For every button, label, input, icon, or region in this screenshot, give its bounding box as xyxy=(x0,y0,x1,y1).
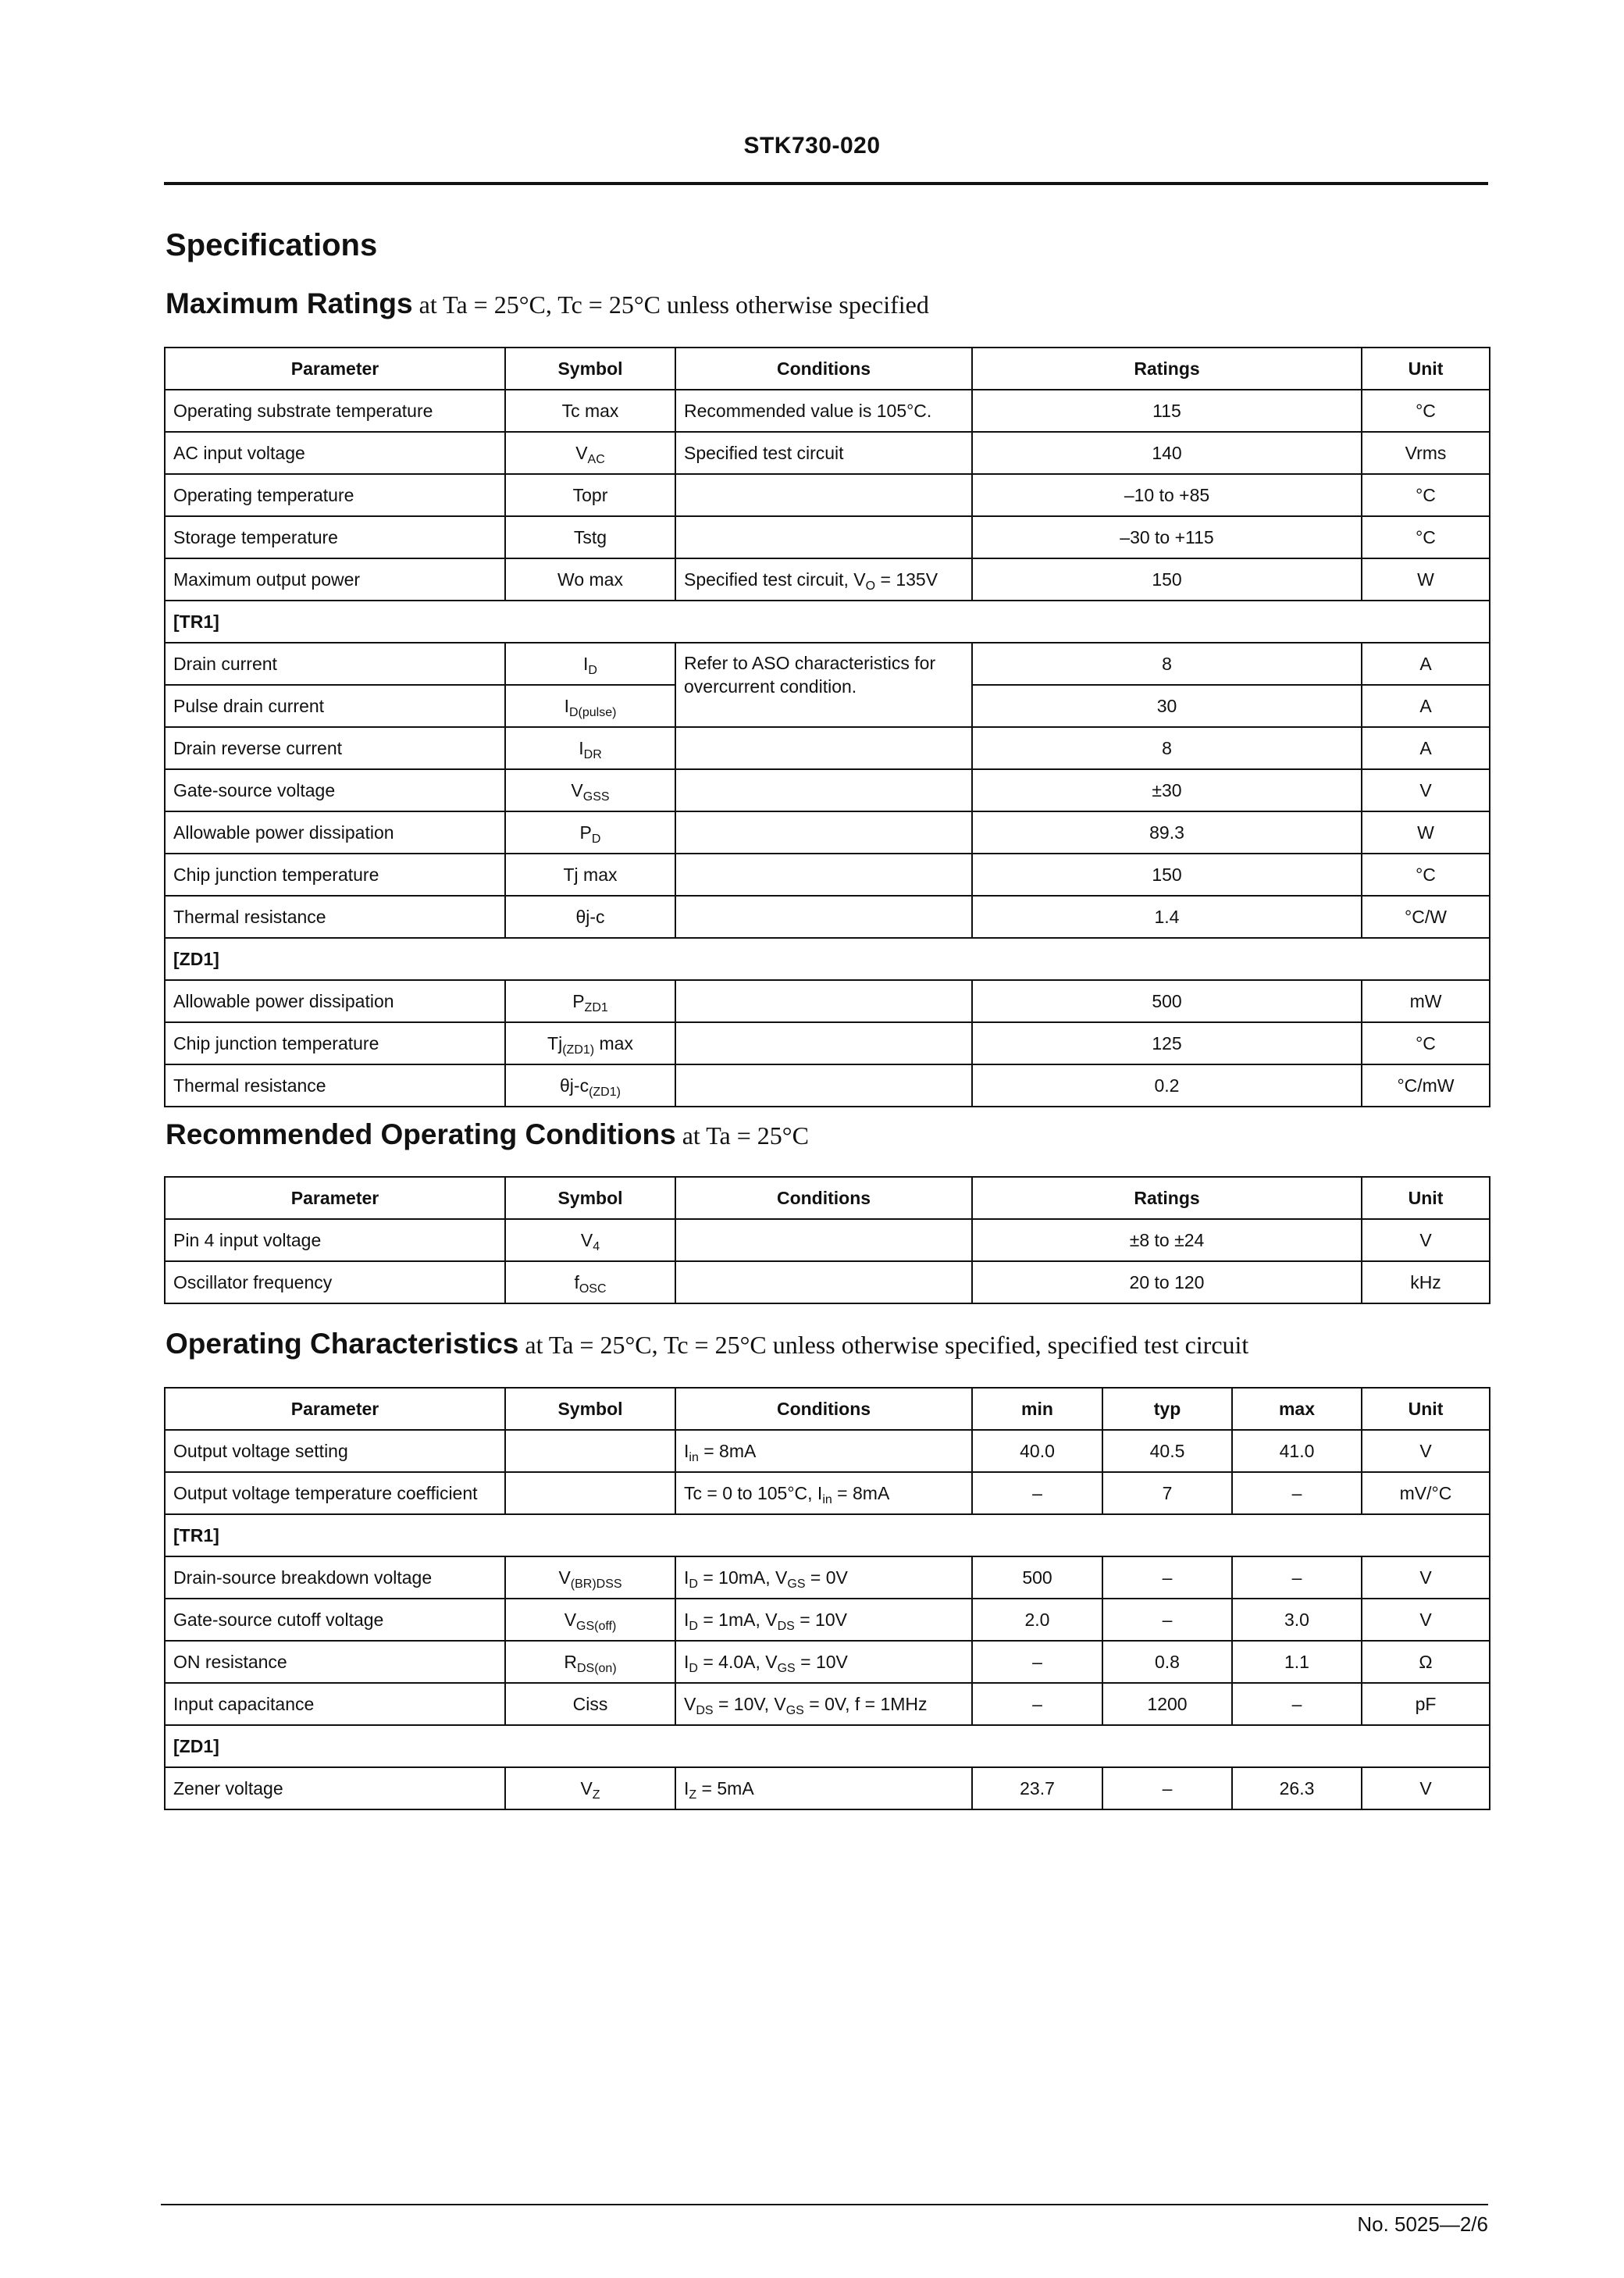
operating-heading xyxy=(166,1328,1248,1360)
rating-cell: 0.2 xyxy=(972,1064,1362,1107)
conditions-text: = 0V xyxy=(805,1567,848,1588)
symbol-text: V xyxy=(575,442,588,463)
symbol-text: V xyxy=(558,1567,571,1588)
conditions-cell xyxy=(675,1219,972,1261)
max-ratings-heading xyxy=(166,287,929,320)
unit-cell: °C/W xyxy=(1362,896,1490,938)
unit-cell: W xyxy=(1362,558,1490,601)
conditions-text: I xyxy=(684,1609,689,1630)
parameter-cell: Chip junction temperature xyxy=(165,1022,505,1064)
symbol-cell xyxy=(505,727,675,769)
operating-heading-bold: Operating Characteristics xyxy=(166,1328,519,1360)
conditions-subscript: GS xyxy=(785,1703,804,1717)
symbol-text: I xyxy=(583,653,589,674)
symbol-cell xyxy=(505,1261,675,1303)
symbol-cell xyxy=(505,643,675,685)
symbol-subscript: DR xyxy=(583,747,602,761)
symbol-cell xyxy=(505,474,675,516)
max-ratings-heading-bold: Maximum Ratings xyxy=(166,287,413,319)
symbol-cell xyxy=(505,1219,675,1261)
symbol-text: Ciss xyxy=(572,1693,608,1714)
unit-cell: °C xyxy=(1362,854,1490,896)
parameter-cell: Drain-source breakdown voltage xyxy=(165,1556,505,1599)
conditions-text: = 4.0A, V xyxy=(697,1651,778,1672)
operating-heading-conditions: at Ta = 25°C, Tc = 25°C unless otherwise specified, specified test circuit xyxy=(518,1331,1249,1359)
conditions-subscript: D xyxy=(689,1577,698,1591)
parameter-cell: Pulse drain current xyxy=(165,685,505,727)
table-row xyxy=(165,896,1490,938)
conditions-subscript: GS xyxy=(777,1661,796,1675)
conditions-cell xyxy=(675,432,972,474)
parameter-cell: Allowable power dissipation xyxy=(165,980,505,1022)
parameter-cell: Drain reverse current xyxy=(165,727,505,769)
parameter-cell: Gate-source cutoff voltage xyxy=(165,1599,505,1641)
conditions-cell xyxy=(675,980,972,1022)
conditions-text: Recommended value is 105°C. xyxy=(684,400,932,421)
conditions-text: = 8mA xyxy=(698,1440,757,1461)
table-row xyxy=(165,727,1490,769)
col-symbol: Symbol xyxy=(505,348,675,390)
table-row xyxy=(165,643,1490,685)
symbol-subscript: (ZD1) xyxy=(589,1085,621,1099)
symbol-subscript: Z xyxy=(592,1788,600,1802)
typ-cell: 40.5 xyxy=(1102,1430,1232,1472)
conditions-text: = 10V, V xyxy=(713,1693,786,1714)
parameter-cell: Maximum output power xyxy=(165,558,505,601)
conditions-subscript: DS xyxy=(696,1703,714,1717)
conditions-cell xyxy=(675,1556,972,1599)
group-label-zd1: [ZD1] xyxy=(165,938,1490,980)
col-conditions: Conditions xyxy=(675,1177,972,1219)
conditions-cell xyxy=(675,1683,972,1725)
recommended-heading-conditions: at Ta = 25°C xyxy=(675,1121,809,1150)
conditions-text: = 8mA xyxy=(832,1482,890,1503)
symbol-subscript: GS(off) xyxy=(576,1619,617,1633)
unit-cell: A xyxy=(1362,643,1490,685)
symbol-cell xyxy=(505,1064,675,1107)
min-cell: – xyxy=(972,1683,1102,1725)
max-ratings-table xyxy=(164,347,1490,1107)
symbol-cell xyxy=(505,685,675,727)
conditions-cell xyxy=(675,1430,972,1472)
conditions-cell xyxy=(675,558,972,601)
operating-zd1-rows xyxy=(165,1767,1490,1809)
conditions-cell xyxy=(675,1022,972,1064)
parameter-cell: Oscillator frequency xyxy=(165,1261,505,1303)
conditions-text: = 10V xyxy=(795,1651,848,1672)
table-header-row xyxy=(165,1177,1490,1219)
conditions-cell xyxy=(675,1599,972,1641)
typ-cell: 7 xyxy=(1102,1472,1232,1514)
recommended-heading-bold: Recommended Operating Conditions xyxy=(166,1118,676,1150)
rating-cell: ±30 xyxy=(972,769,1362,811)
col-unit: Unit xyxy=(1362,1177,1490,1219)
max-ratings-main-rows xyxy=(165,390,1490,601)
symbol-subscript: 4 xyxy=(593,1239,600,1253)
symbol-text: Tc max xyxy=(561,400,619,421)
symbol-cell xyxy=(505,558,675,601)
document-title: STK730-020 xyxy=(743,133,881,159)
parameter-cell: Operating substrate temperature xyxy=(165,390,505,432)
symbol-text: V xyxy=(571,779,583,800)
symbol-text: Topr xyxy=(572,484,608,505)
unit-cell: V xyxy=(1362,1219,1490,1261)
unit-cell: kHz xyxy=(1362,1261,1490,1303)
symbol-text: Tstg xyxy=(573,526,607,547)
col-symbol: Symbol xyxy=(505,1177,675,1219)
conditions-text: Specified test circuit xyxy=(684,442,844,463)
symbol-text: θj-c xyxy=(575,906,605,927)
max-ratings-tr1-rows xyxy=(165,643,1490,938)
parameter-cell: Thermal resistance xyxy=(165,896,505,938)
rating-cell: 125 xyxy=(972,1022,1362,1064)
col-typ: typ xyxy=(1102,1388,1232,1430)
rating-cell: 8 xyxy=(972,727,1362,769)
parameter-cell: Chip junction temperature xyxy=(165,854,505,896)
symbol-subscript: AC xyxy=(587,452,605,466)
conditions-cell xyxy=(675,727,972,769)
conditions-text: Tc = 0 to 105°C, I xyxy=(684,1482,823,1503)
conditions-cell xyxy=(675,390,972,432)
symbol-text: V xyxy=(580,1777,593,1799)
unit-cell: pF xyxy=(1362,1683,1490,1725)
unit-cell: V xyxy=(1362,1767,1490,1809)
section-title: Specifications xyxy=(166,228,378,262)
unit-cell: °C xyxy=(1362,1022,1490,1064)
group-label-zd1: [ZD1] xyxy=(165,1725,1490,1767)
max-ratings-zd1-rows xyxy=(165,980,1490,1107)
col-conditions: Conditions xyxy=(675,348,972,390)
rating-cell: 30 xyxy=(972,685,1362,727)
unit-cell: °C xyxy=(1362,474,1490,516)
group-row-tr1 xyxy=(165,1514,1490,1556)
rating-cell: 500 xyxy=(972,980,1362,1022)
rating-cell: 1.4 xyxy=(972,896,1362,938)
parameter-cell: ON resistance xyxy=(165,1641,505,1683)
page-number: No. 5025—2/6 xyxy=(1357,2212,1488,2236)
group-label-tr1: [TR1] xyxy=(165,601,1490,643)
operating-main-rows xyxy=(165,1430,1490,1514)
symbol-suffix: max xyxy=(594,1032,633,1053)
parameter-cell: Output voltage temperature coefficient xyxy=(165,1472,505,1514)
typ-cell: 0.8 xyxy=(1102,1641,1232,1683)
conditions-subscript: O xyxy=(865,579,876,593)
parameter-cell: Thermal resistance xyxy=(165,1064,505,1107)
unit-cell: V xyxy=(1362,769,1490,811)
typ-cell: – xyxy=(1102,1767,1232,1809)
operating-tr1-rows xyxy=(165,1556,1490,1725)
conditions-text: I xyxy=(684,1440,689,1461)
conditions-cell xyxy=(675,896,972,938)
unit-cell: W xyxy=(1362,811,1490,854)
unit-cell: A xyxy=(1362,685,1490,727)
rating-cell: 20 to 120 xyxy=(972,1261,1362,1303)
symbol-cell xyxy=(505,1767,675,1809)
group-row-tr1 xyxy=(165,601,1490,643)
rating-cell: 115 xyxy=(972,390,1362,432)
table-row xyxy=(165,1767,1490,1809)
unit-cell: Ω xyxy=(1362,1641,1490,1683)
symbol-cell xyxy=(505,980,675,1022)
symbol-text: P xyxy=(572,990,585,1011)
table-row xyxy=(165,1683,1490,1725)
parameter-cell: Operating temperature xyxy=(165,474,505,516)
conditions-cell xyxy=(675,474,972,516)
min-cell: 500 xyxy=(972,1556,1102,1599)
table-row xyxy=(165,980,1490,1022)
min-cell: 2.0 xyxy=(972,1599,1102,1641)
symbol-cell xyxy=(505,1430,675,1472)
conditions-cell xyxy=(675,1767,972,1809)
operating-table xyxy=(164,1387,1490,1810)
parameter-cell: Allowable power dissipation xyxy=(165,811,505,854)
max-cell: – xyxy=(1232,1472,1362,1514)
max-cell: 41.0 xyxy=(1232,1430,1362,1472)
max-cell: 3.0 xyxy=(1232,1599,1362,1641)
conditions-text: = 1mA, V xyxy=(697,1609,778,1630)
max-cell: – xyxy=(1232,1556,1362,1599)
table-row xyxy=(165,1556,1490,1599)
symbol-text: Tj max xyxy=(563,864,618,885)
table-row xyxy=(165,1599,1490,1641)
conditions-text: I xyxy=(684,1777,689,1799)
table-row xyxy=(165,1219,1490,1261)
symbol-cell xyxy=(505,1472,675,1514)
symbol-cell xyxy=(505,516,675,558)
max-ratings-heading-conditions: at Ta = 25°C, Tc = 25°C unless otherwise specified xyxy=(412,291,929,319)
recommended-table xyxy=(164,1176,1490,1304)
symbol-subscript: (ZD1) xyxy=(562,1043,595,1057)
col-symbol: Symbol xyxy=(505,1388,675,1430)
parameter-cell: Pin 4 input voltage xyxy=(165,1219,505,1261)
recommended-rows xyxy=(165,1219,1490,1303)
group-row-zd1 xyxy=(165,1725,1490,1767)
col-min: min xyxy=(972,1388,1102,1430)
table-row xyxy=(165,390,1490,432)
conditions-subscript: D xyxy=(689,1661,698,1675)
symbol-cell xyxy=(505,1599,675,1641)
symbol-subscript: D xyxy=(591,832,601,846)
unit-cell: °C xyxy=(1362,390,1490,432)
parameter-cell: Input capacitance xyxy=(165,1683,505,1725)
table-header-row xyxy=(165,1388,1490,1430)
symbol-text: I xyxy=(579,737,584,758)
col-parameter: Parameter xyxy=(165,1177,505,1219)
symbol-subscript: ZD1 xyxy=(584,1000,608,1014)
symbol-text: V xyxy=(580,1229,593,1250)
table-row xyxy=(165,854,1490,896)
symbol-text: f xyxy=(574,1271,579,1292)
unit-cell: °C/mW xyxy=(1362,1064,1490,1107)
table-row xyxy=(165,811,1490,854)
conditions-cell: Refer to ASO characteristics for overcurrent condition. xyxy=(675,643,972,727)
symbol-text: θj-c xyxy=(560,1075,589,1096)
parameter-cell: Storage temperature xyxy=(165,516,505,558)
parameter-cell: Output voltage setting xyxy=(165,1430,505,1472)
col-parameter: Parameter xyxy=(165,348,505,390)
rating-cell: –30 to +115 xyxy=(972,516,1362,558)
conditions-text: = 10V xyxy=(794,1609,847,1630)
conditions-subscript: Z xyxy=(689,1788,697,1802)
symbol-cell xyxy=(505,390,675,432)
unit-cell: A xyxy=(1362,727,1490,769)
symbol-cell xyxy=(505,811,675,854)
symbol-cell xyxy=(505,1556,675,1599)
conditions-subscript: D xyxy=(689,1619,698,1633)
rating-cell: ±8 to ±24 xyxy=(972,1219,1362,1261)
max-cell: 26.3 xyxy=(1232,1767,1362,1809)
symbol-cell xyxy=(505,854,675,896)
recommended-heading xyxy=(166,1118,809,1151)
rating-cell: 150 xyxy=(972,854,1362,896)
symbol-cell xyxy=(505,1641,675,1683)
col-parameter: Parameter xyxy=(165,1388,505,1430)
typ-cell: – xyxy=(1102,1599,1232,1641)
symbol-text: Wo max xyxy=(557,569,623,590)
min-cell: 40.0 xyxy=(972,1430,1102,1472)
symbol-subscript: D(pulse) xyxy=(568,705,617,719)
conditions-subscript: DS xyxy=(777,1619,795,1633)
conditions-cell xyxy=(675,769,972,811)
table-row xyxy=(165,1641,1490,1683)
conditions-cell xyxy=(675,1261,972,1303)
max-cell: – xyxy=(1232,1683,1362,1725)
table-row xyxy=(165,769,1490,811)
conditions-cell xyxy=(675,1641,972,1683)
symbol-subscript: GSS xyxy=(582,790,610,804)
min-cell: – xyxy=(972,1472,1102,1514)
symbol-subscript: OSC xyxy=(579,1282,607,1296)
conditions-cell xyxy=(675,1064,972,1107)
min-cell: – xyxy=(972,1641,1102,1683)
symbol-cell xyxy=(505,769,675,811)
conditions-cell xyxy=(675,1472,972,1514)
rating-cell: 89.3 xyxy=(972,811,1362,854)
max-cell: 1.1 xyxy=(1232,1641,1362,1683)
col-unit: Unit xyxy=(1362,1388,1490,1430)
symbol-text: R xyxy=(564,1651,577,1672)
col-conditions: Conditions xyxy=(675,1388,972,1430)
conditions-subscript: GS xyxy=(787,1577,806,1591)
col-ratings: Ratings xyxy=(972,1177,1362,1219)
unit-cell: V xyxy=(1362,1599,1490,1641)
footer-rule xyxy=(161,2204,1488,2205)
conditions-suffix: = 135V xyxy=(875,569,938,590)
group-row-zd1 xyxy=(165,938,1490,980)
conditions-text: Specified test circuit, V xyxy=(684,569,866,590)
col-ratings: Ratings xyxy=(972,348,1362,390)
unit-cell: mV/°C xyxy=(1362,1472,1490,1514)
unit-cell: Vrms xyxy=(1362,432,1490,474)
col-max: max xyxy=(1232,1388,1362,1430)
conditions-text: = 10mA, V xyxy=(697,1567,788,1588)
table-row xyxy=(165,432,1490,474)
symbol-cell xyxy=(505,1683,675,1725)
col-unit: Unit xyxy=(1362,348,1490,390)
symbol-cell xyxy=(505,1022,675,1064)
symbol-text: V xyxy=(564,1609,577,1630)
table-row xyxy=(165,1022,1490,1064)
table-row xyxy=(165,1261,1490,1303)
conditions-text: V xyxy=(684,1693,696,1714)
conditions-text: I xyxy=(684,1651,689,1672)
table-row xyxy=(165,474,1490,516)
parameter-cell: AC input voltage xyxy=(165,432,505,474)
symbol-cell xyxy=(505,896,675,938)
min-cell: 23.7 xyxy=(972,1767,1102,1809)
conditions-cell xyxy=(675,811,972,854)
conditions-cell xyxy=(675,854,972,896)
table-row xyxy=(165,1064,1490,1107)
typ-cell: 1200 xyxy=(1102,1683,1232,1725)
parameter-cell: Gate-source voltage xyxy=(165,769,505,811)
conditions-text: I xyxy=(684,1567,689,1588)
unit-cell: V xyxy=(1362,1430,1490,1472)
rating-cell: 8 xyxy=(972,643,1362,685)
symbol-text: P xyxy=(579,822,592,843)
symbol-text: Tj xyxy=(547,1032,563,1053)
conditions-text: = 5mA xyxy=(696,1777,754,1799)
unit-cell: °C xyxy=(1362,516,1490,558)
conditions-subscript: in xyxy=(822,1492,832,1506)
rating-cell: 150 xyxy=(972,558,1362,601)
rating-cell: –10 to +85 xyxy=(972,474,1362,516)
table-row xyxy=(165,558,1490,601)
unit-cell: mW xyxy=(1362,980,1490,1022)
unit-cell: V xyxy=(1362,1556,1490,1599)
conditions-cell xyxy=(675,516,972,558)
parameter-cell: Zener voltage xyxy=(165,1767,505,1809)
symbol-subscript: D xyxy=(588,663,597,677)
table-row xyxy=(165,516,1490,558)
table-header-row xyxy=(165,348,1490,390)
parameter-cell: Drain current xyxy=(165,643,505,685)
symbol-subscript: (BR)DSS xyxy=(570,1577,622,1591)
table-row xyxy=(165,1430,1490,1472)
rating-cell: 140 xyxy=(972,432,1362,474)
typ-cell: – xyxy=(1102,1556,1232,1599)
symbol-subscript: DS(on) xyxy=(576,1661,617,1675)
symbol-text: I xyxy=(564,695,569,716)
table-row xyxy=(165,1472,1490,1514)
conditions-text: = 0V, f = 1MHz xyxy=(803,1693,928,1714)
group-label-tr1: [TR1] xyxy=(165,1514,1490,1556)
symbol-cell xyxy=(505,432,675,474)
title-rule xyxy=(164,182,1488,185)
conditions-subscript: in xyxy=(689,1450,699,1464)
